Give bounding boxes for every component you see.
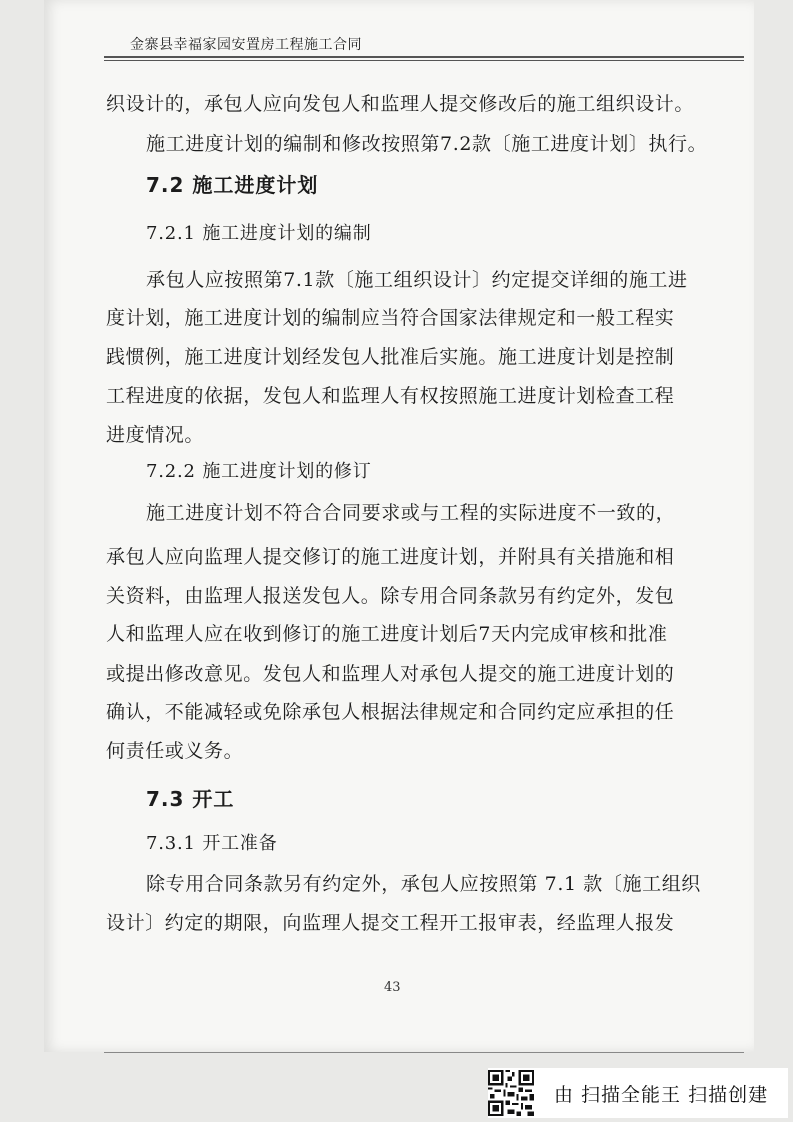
body-line: 承包人应向监理人提交修订的施工进度计划，并附具有关措施和相 — [106, 546, 675, 568]
scanner-watermark-text: 由 扫描全能王 扫描创建 — [554, 1084, 769, 1106]
body-line: 人和监理人应在收到修订的施工进度计划后7天内完成审核和批准 — [106, 623, 668, 645]
body-line: 或提出修改意见。发包人和监理人对承包人提交的施工进度计划的 — [106, 663, 675, 685]
body-line: 践惯例，施工进度计划经发包人批准后实施。施工进度计划是控制 — [106, 346, 675, 368]
subsection-heading: 7.2.2 施工进度计划的修订 — [146, 461, 372, 482]
body-line: 确认，不能减轻或免除承包人根据法律规定和合同约定应承担的任 — [106, 701, 675, 723]
body-line: 除专用合同条款另有约定外，承包人应按照第 7.1 款〔施工组织 — [146, 873, 701, 895]
body-line: 进度情况。 — [106, 424, 205, 446]
body-line: 关资料，由监理人报送发包人。除专用合同条款另有约定外，发包 — [106, 585, 675, 607]
body-line: 度计划，施工进度计划的编制应当符合国家法律规定和一般工程实 — [106, 307, 675, 329]
qr-code-icon — [488, 1070, 534, 1116]
footer-rule — [104, 1052, 744, 1053]
scanner-watermark — [488, 1068, 788, 1118]
subsection-heading: 7.2.1 施工进度计划的编制 — [146, 223, 372, 244]
subsection-heading: 7.3.1 开工准备 — [146, 833, 278, 854]
body-line: 设计〕约定的期限，向监理人提交工程开工报审表，经监理人报发 — [106, 912, 675, 934]
body-line: 何责任或义务。 — [106, 740, 244, 762]
page-number: 43 — [384, 980, 401, 995]
section-heading: 7.3 开工 — [146, 787, 235, 811]
body-line: 施工进度计划不符合合同要求或与工程的实际进度不一致的， — [146, 502, 676, 524]
header-rule-thick — [104, 56, 744, 58]
header-rule-thin — [104, 60, 744, 61]
body-line: 承包人应按照第7.1款〔施工组织设计〕约定提交详细的施工进 — [146, 269, 688, 291]
body-line: 工程进度的依据，发包人和监理人有权按照施工进度计划检查工程 — [106, 385, 675, 407]
body-line: 施工进度计划的编制和修改按照第7.2款〔施工进度计划〕执行。 — [146, 133, 708, 155]
header-title: 金寨县幸福家园安置房工程施工合同 — [130, 37, 362, 53]
section-heading: 7.2 施工进度计划 — [146, 173, 319, 197]
body-line: 织设计的，承包人应向发包人和监理人提交修改后的施工组织设计。 — [106, 93, 695, 115]
